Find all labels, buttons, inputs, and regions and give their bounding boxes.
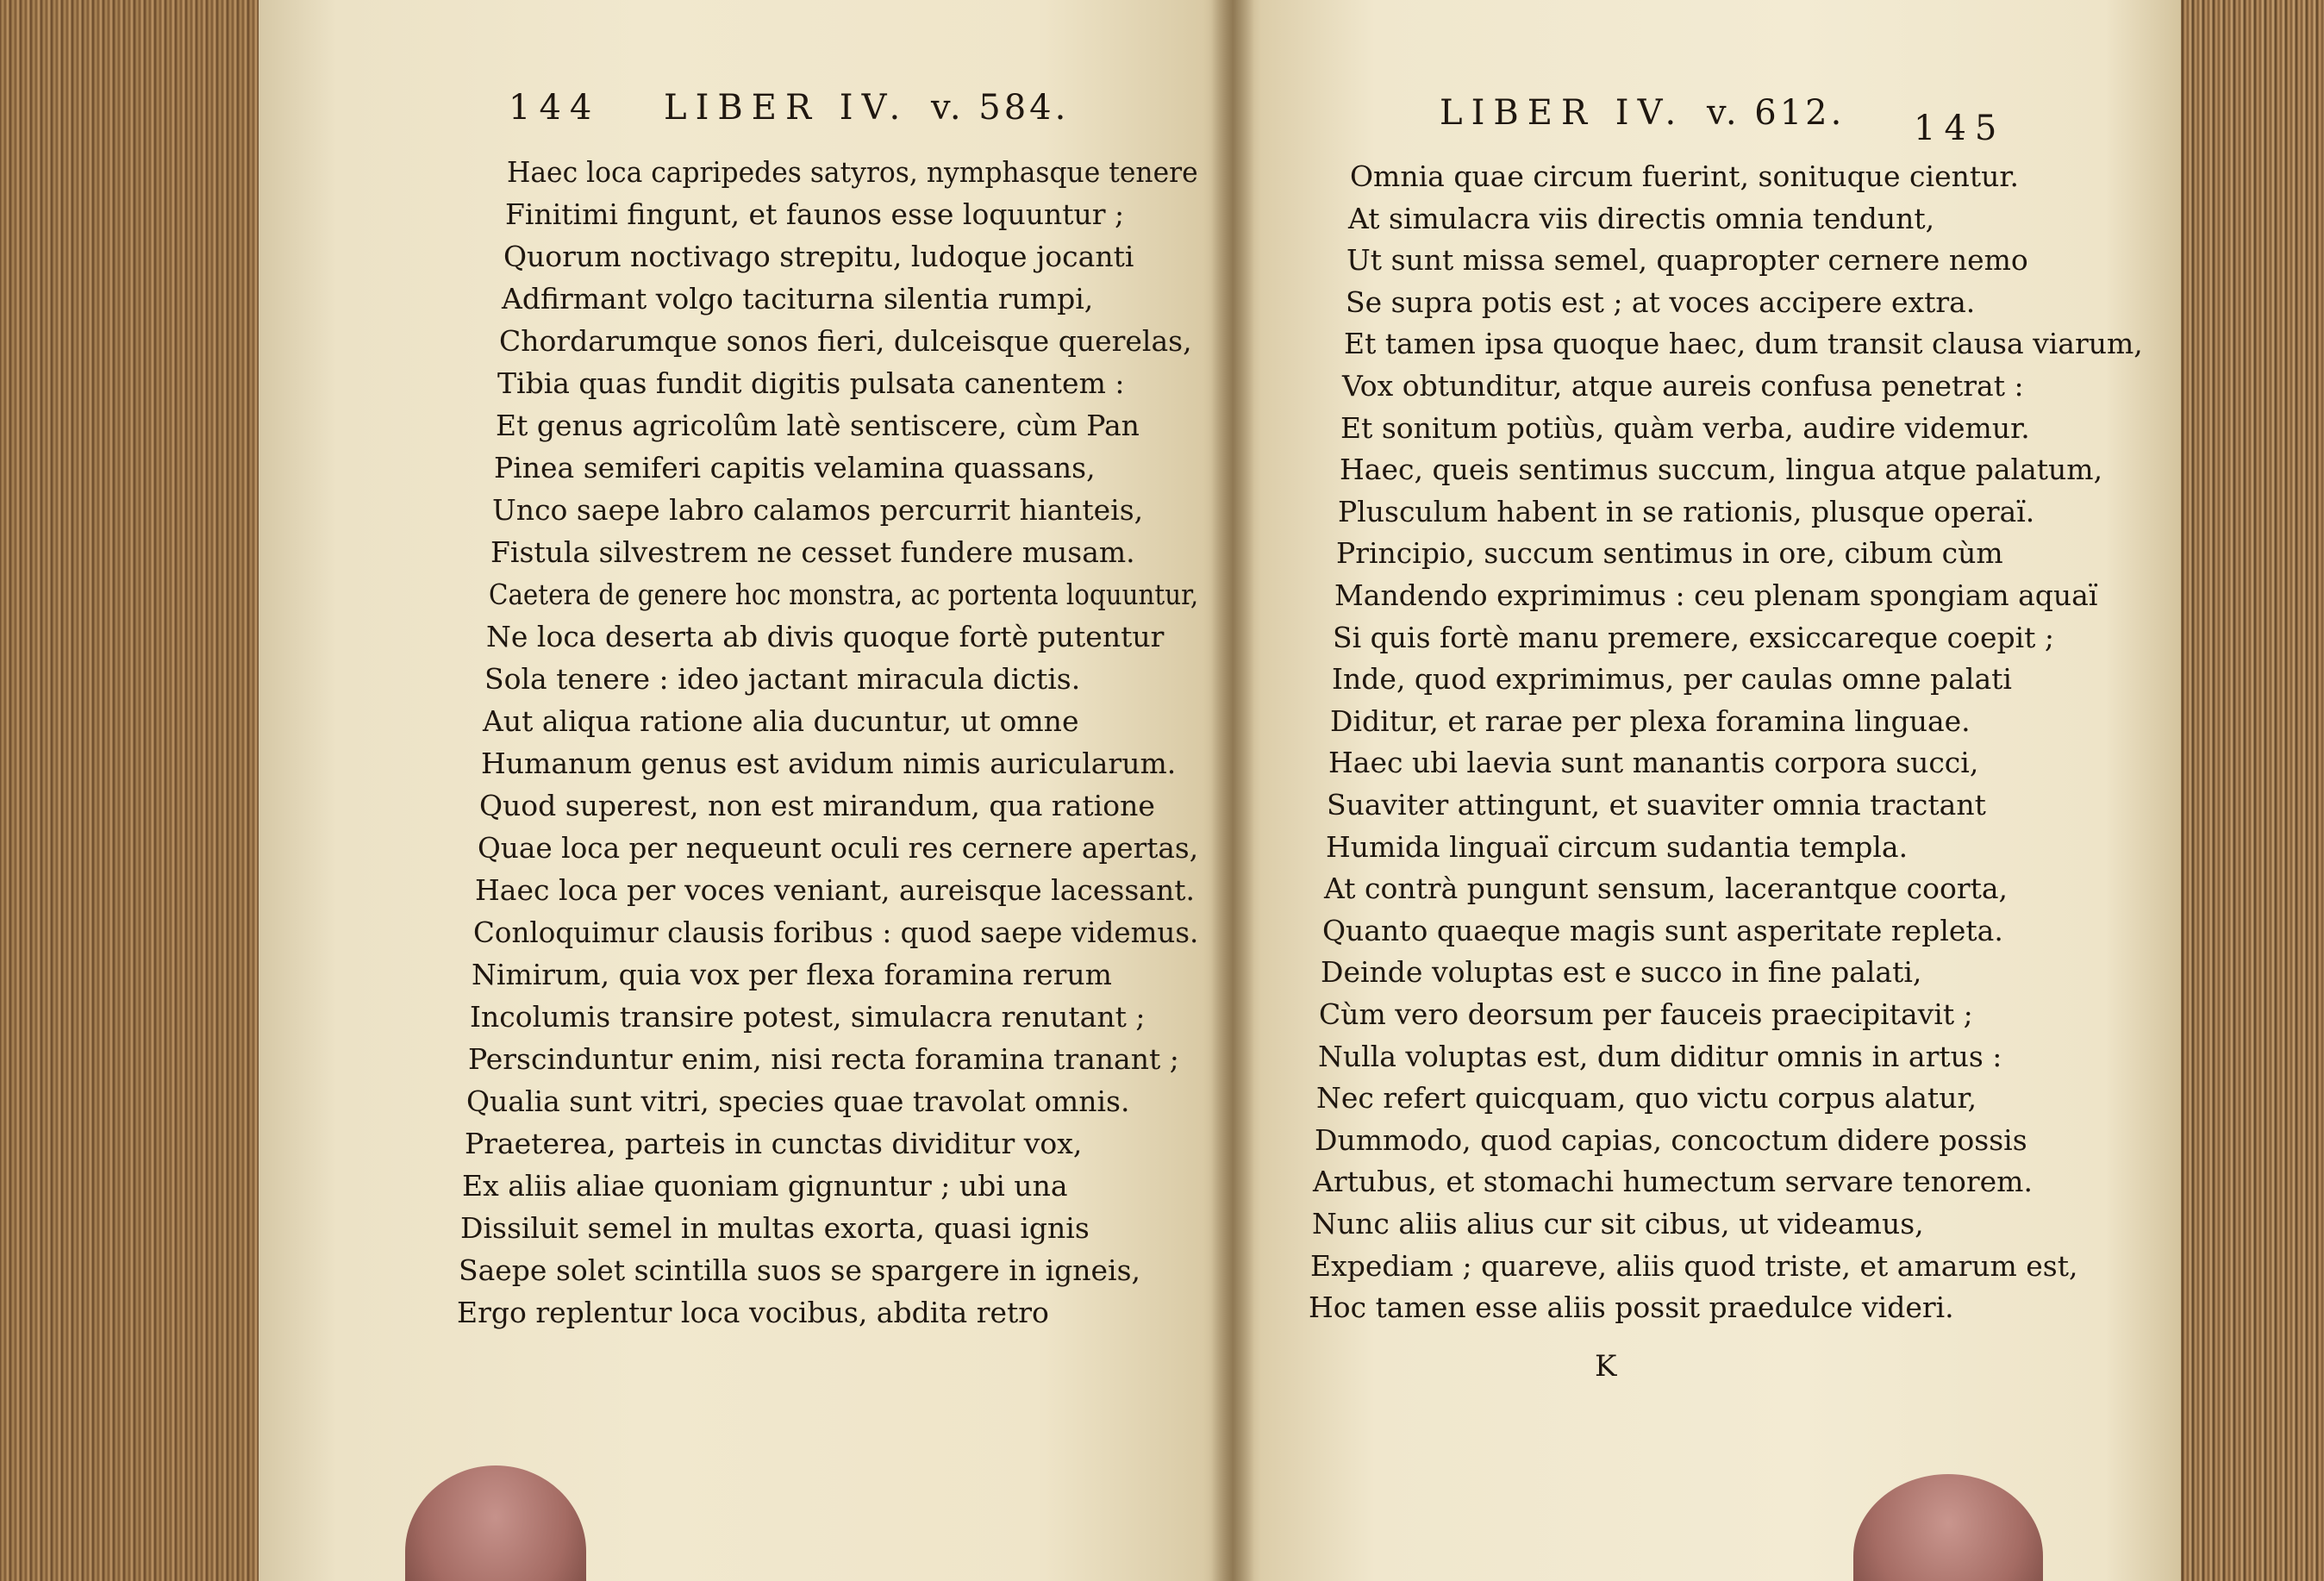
text-line: Haec ubi laevia sunt manantis corpora succi, [1328, 746, 1979, 779]
text-line: Adfirmant volgo taciturna silentia rumpi, [502, 282, 1094, 316]
text-line: Ne loca deserta ab divis quoque fortè putentur [486, 620, 1165, 653]
text-line: Suaviter attingunt, et suaviter omnia tractant [1327, 788, 1986, 822]
text-line: Perscinduntur enim, nisi recta foramina tranant ; [468, 1042, 1179, 1076]
text-line: Diditur, et rarae per plexa foramina linguae. [1330, 704, 1971, 738]
text-line: Quanto quaeque magis sunt asperitate repleta. [1322, 914, 2003, 947]
text-line: Unco saepe labro calamos percurrit hianteis, [492, 493, 1144, 527]
text-line: Sola tenere : ideo jactant miracula dictis. [484, 662, 1081, 696]
text-line: Deinde voluptas est e succo in fine palati, [1321, 955, 1922, 989]
text-line: Finitimi fingunt, et faunos esse loquuntur ; [505, 197, 1125, 231]
text-line: Fistula silvestrem ne cesset fundere musam. [490, 535, 1135, 569]
text-line: Haec loca capripedes satyros, nymphasque tenere [507, 155, 1198, 189]
text-line: Se supra potis est ; at voces accipere extra. [1346, 285, 1976, 319]
text-line: Humanum genus est avidum nimis auricularum. [481, 747, 1177, 780]
text-line: Chordarumque sonos fieri, dulceisque querelas, [499, 324, 1192, 358]
text-line: Hoc tamen esse aliis possit praedulce videri. [1309, 1290, 1954, 1324]
text-line: At simulacra viis directis omnia tendunt, [1348, 202, 1935, 235]
right-page [1233, 0, 2181, 1581]
text-line: Ergo replentur loca vocibus, abdita retro [457, 1296, 1049, 1329]
book-gutter [1211, 0, 1254, 1581]
text-line: Principio, succum sentimus in ore, cibum cùm [1336, 536, 2003, 570]
text-line: Caetera de genere hoc monstra, ac portenta loquuntur, [489, 578, 1199, 611]
text-line: Et genus agricolûm latè sentiscere, cùm Pan [496, 409, 1140, 442]
right-page-edges [2172, 0, 2324, 1581]
text-line: Haec, queis sentimus succum, lingua atque palatum, [1340, 453, 2103, 486]
text-line: Artubus, et stomachi humectum servare tenorem. [1313, 1165, 2033, 1198]
right-running-head: LIBER IV. [1440, 93, 1685, 133]
signature-mark: K [1595, 1349, 1617, 1384]
text-line: Quorum noctivago strepitu, ludoque jocanti [503, 240, 1134, 273]
text-line: Incolumis transire potest, simulacra renutant ; [470, 1000, 1146, 1034]
left-page-number: 144 [509, 88, 601, 128]
text-line: Dissiluit semel in multas exorta, quasi ignis [460, 1211, 1090, 1245]
text-line: Si quis fortè manu premere, exsiccareque coepit ; [1333, 621, 2055, 654]
text-line: Conloquimur clausis foribus : quod saepe videmus. [473, 915, 1199, 949]
text-line: Nimirum, quia vox per flexa foramina rerum [472, 958, 1112, 991]
left-verse-ref: v. 584. [931, 88, 1070, 128]
text-line: Aut aliqua ratione alia ducuntur, ut omne [483, 704, 1079, 738]
text-line: Nulla voluptas est, dum diditur omnis in artus : [1318, 1040, 2002, 1073]
text-line: Vox obtunditur, atque aureis confusa penetrat : [1342, 369, 2024, 403]
text-line: Humida linguaï circum sudantia templa. [1326, 830, 1909, 864]
text-line: At contrà pungunt sensum, lacerantque coorta, [1324, 872, 2009, 905]
text-line: Expediam ; quareve, aliis quod triste, et amarum est, [1310, 1249, 2078, 1283]
text-line: Qualia sunt vitri, species quae travolat omnis. [466, 1084, 1130, 1118]
text-line: Plusculum habent in se rationis, plusque operaï. [1338, 495, 2035, 528]
text-line: Mandendo exprimimus : ceu plenam spongiam aquaï [1334, 578, 2098, 612]
text-line: Ex aliis aliae quoniam gignuntur ; ubi una [462, 1169, 1068, 1203]
text-line: Dummodo, quod capias, concoctum didere possis [1315, 1123, 2027, 1157]
text-line: Quae loca per nequeunt oculi res cernere apertas, [478, 831, 1199, 865]
text-line: Nec refert quicquam, quo victu corpus alatur, [1316, 1081, 1977, 1115]
left-page-edges [0, 0, 293, 1581]
text-line: Et sonitum potiùs, quàm verba, audire videmur. [1340, 411, 2030, 445]
text-line: Inde, quod exprimimus, per caulas omne palati [1332, 662, 2012, 696]
text-line: Haec loca per voces veniant, aureisque lacessant. [475, 873, 1195, 907]
right-page-number: 145 [1914, 109, 2006, 148]
text-line: Omnia quae circum fuerint, sonituque cientur. [1350, 159, 2020, 193]
left-page [259, 0, 1233, 1581]
text-line: Praeterea, parteis in cunctas dividitur vox, [465, 1127, 1083, 1160]
text-line: Et tamen ipsa quoque haec, dum transit clausa viarum, [1344, 327, 2143, 360]
text-line: Cùm vero deorsum per fauceis praecipitavit ; [1319, 997, 1973, 1031]
text-line: Ut sunt missa semel, quapropter cernere nemo [1346, 243, 2028, 277]
left-running-head: LIBER IV. [664, 88, 909, 128]
text-line: Pinea semiferi capitis velamina quassans, [494, 451, 1096, 484]
text-line: Saepe solet scintilla suos se spargere in igneis, [459, 1253, 1141, 1287]
text-line: Tibia quas fundit digitis pulsata canentem : [497, 366, 1125, 400]
text-line: Quod superest, non est mirandum, qua ratione [479, 789, 1155, 822]
text-line: Nunc aliis alius cur sit cibus, ut videamus, [1312, 1207, 1924, 1240]
right-verse-ref: v. 612. [1707, 93, 1846, 133]
